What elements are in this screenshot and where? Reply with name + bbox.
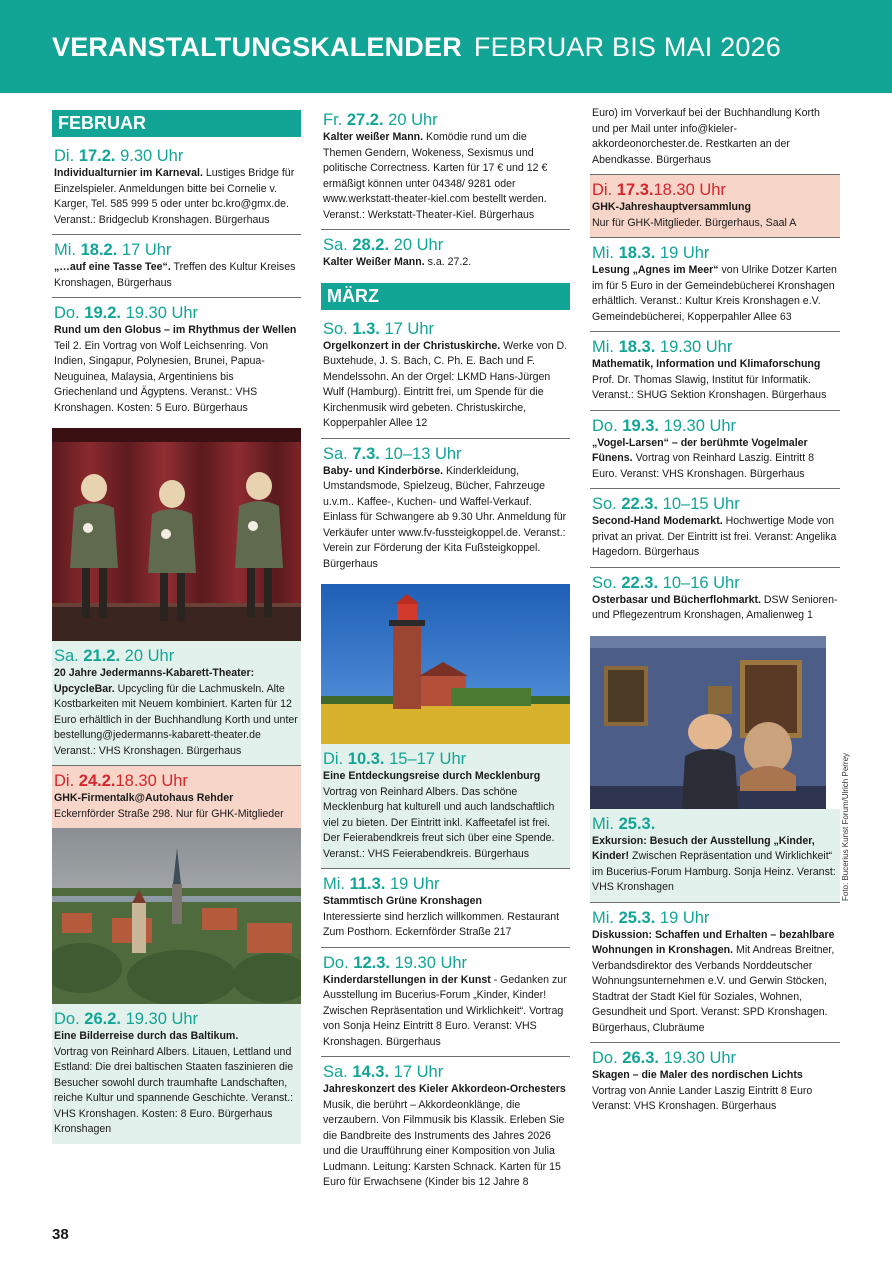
lighthouse-image: [321, 584, 570, 744]
event-19-2: [52, 298, 301, 422]
event-body: Vortrag von Reinhard Laszig. Eintritt 8 Euro. Veranst: VHS Kronshagen. Bürgerhaus: [592, 452, 814, 480]
event-body: Vortrag von Reinhard Albers. Litauen, Lettland und Estland: Die drei baltischen Staaten faszinieren die Besucher sowohl durch traumhafte Landschaften, reiche Kultur und spannende Geschichte. Veranst.: VHS Kronshagen. Kosten: 8 Euro. Bürgerhaus Kronshagen: [54, 1045, 294, 1135]
event-title: Eine Bilderreise durch das Baltikum.: [54, 1030, 239, 1042]
photo-tallinn-old-town: [52, 828, 301, 1004]
event-7-3: [321, 439, 570, 579]
event-title: Baby- und Kinderbörse.: [323, 464, 444, 477]
event-25-3-diskussion: [590, 903, 840, 1044]
event-17-2: [52, 141, 301, 235]
event-date: Sa. 28.2. 20 Uhr: [323, 236, 444, 254]
event-date: Mi. 11.3. 19 Uhr: [323, 875, 440, 893]
event-title: „Vogel-Larsen“ – der berühmte Vogelmaler Fünens.: [592, 436, 808, 464]
event-18-3-mathematik: [590, 332, 840, 411]
event-title: Lesung „Agnes im Meer“: [592, 264, 719, 276]
event-27-2: [321, 108, 570, 230]
event-18-2: [52, 235, 301, 298]
event-22-3-osterbasar: [590, 568, 840, 630]
event-body: Nur für GHK-Mitglieder. Bürgerhaus, Saal A: [592, 216, 797, 229]
event-body: DSW Senioren- und Pflegezentrum Kronshagen, Amalienweg 1: [592, 593, 838, 621]
event-title: Jahreskonzert des Kieler Akkordeon-Orchesters: [323, 1083, 566, 1095]
photo-lighthouse: [321, 584, 570, 744]
event-10-3: [321, 744, 570, 869]
event-date: Di. 17.3.18.30 Uhr: [592, 181, 726, 199]
event-title: GHK-Jahreshauptversammlung: [592, 201, 751, 213]
event-title: Kalter weißer Mann.: [323, 131, 424, 143]
event-date: Do. 26.2. 19.30 Uhr: [54, 1010, 199, 1028]
museum-image: [590, 636, 826, 809]
title-rest: FEBRUAR BIS MAI 2026: [473, 32, 782, 62]
event-date: Do. 19.2. 19.30 Uhr: [54, 304, 199, 322]
event-title: Eine Entdeckungsreise durch Mecklenburg: [323, 770, 541, 782]
event-date: Do. 26.3. 19.30 Uhr: [592, 1049, 737, 1067]
event-1-3: [321, 314, 570, 439]
event-date: Di. 10.3. 15–17 Uhr: [323, 750, 467, 768]
event-title: Skagen – die Maler des nordischen Lichts: [592, 1069, 803, 1081]
event-body: Hochwertige Mode von privat an privat. Der Eintritt ist frei. Veranst: Angelika Hagedorn. Bürgerhaus: [592, 515, 837, 558]
event-title: Orgelkonzert in der Christuskirche.: [323, 339, 501, 352]
event-26-2: [52, 1004, 301, 1144]
month-header-march: MÄRZ: [321, 283, 570, 310]
event-body: Treffen des Kultur Kreises Kronshagen, Bürgerhaus: [54, 261, 296, 289]
event-body: Eckernförder Straße 298. Nur für GHK-Mitglieder: [54, 807, 284, 820]
event-title: Diskussion: Schaffen und Erhalten – bezahlbare Wohnungen in Kronshagen.: [592, 928, 835, 956]
event-body: s.a. 27.2.: [424, 256, 472, 268]
event-25-3-exkursion: [590, 809, 840, 903]
event-21-2: [52, 641, 301, 766]
event-date: Mi. 25.3. 19 Uhr: [592, 908, 710, 927]
event-title: Rund um den Globus – im Rhythmus der Wellen: [54, 324, 297, 336]
event-body: von Ulrike Dotzer Karten im für 5 Euro in der Gemeindebücherei Kronshagen erhältlich. Veranst.: Kultur Kreis Kronshagen e.V. Gemeindebücherei, Kopperpahler Allee 63: [592, 264, 837, 323]
event-date: Mi. 18.3. 19 Uhr: [592, 244, 710, 262]
event-body: Lustiges Bridge für Einzelspieler. Anmeldungen bitte bei Cornelie v. Karger, Tel. 585 999 5 oder unter bc.kro@gmx.de. Veranst.: Bridgeclub Kronshagen. Bürgerhaus: [54, 167, 295, 226]
title-bold: VERANSTALTUNGSKALENDER: [52, 32, 462, 62]
event-title: Kalter Weißer Mann.: [323, 256, 425, 268]
month-header-february: FEBRUAR: [52, 110, 301, 137]
event-date: Di. 24.2.18.30 Uhr: [54, 772, 188, 790]
event-body: Prof. Dr. Thomas Slawig, Institut für Informatik. Veranst.: SHUG Sektion Kronshagen. Bürgerhaus: [592, 373, 827, 401]
event-title: „…auf eine Tasse Tee“.: [54, 261, 171, 273]
event-body: Mit Andreas Breitner, Verbandsdirektor des Verbands Norddeutscher Wohnungsunternehmen e.V. und Gerwin Stöcken, Stadtrat der Stadt Kiel für Soziales, Wohnen, Gesundheit und Sport. Veranst: SPD Kronshagen. Bürgerhaus, Clubräume: [592, 944, 835, 1034]
photo-credit: Foto: Bucerius Kunst Forum/Ulrich Perrey: [841, 752, 850, 901]
column-2: [321, 108, 570, 1197]
event-title: Mathematik, Information und Klimaforschung: [592, 358, 821, 370]
event-title: 20 Jahre Jedermanns-Kabarett-Theater: UpcycleBar.: [54, 667, 255, 695]
event-24-2: [52, 766, 301, 828]
event-date: Sa. 7.3. 10–13 Uhr: [323, 444, 462, 463]
event-date: So. 22.3. 10–16 Uhr: [592, 573, 740, 592]
event-26-3: [590, 1043, 840, 1121]
event-28-2: [321, 230, 570, 277]
event-title: Stammtisch Grüne Kronshagen: [323, 895, 482, 907]
event-17-3: [590, 175, 840, 238]
event-title: Individualturnier im Karneval.: [54, 167, 203, 179]
event-body: Kinderkleidung, Umstandsmode, Spielzeug, Bücher, Fahrzeuge u.v.m.. Kaffee-, Kuchen- und Waffel-Verkauf. Einlass für Schwangere ab 9.30 Uhr. Anmeldung für Verkäufer unter www.fv-fussteigkoppel.de. Veranst.: Verein zur Förderung der Kita Fußsteigkoppel. Bürgerhaus: [323, 464, 567, 570]
event-body: Euro) im Vorverkauf bei der Buchhandlung Korth und per Mail unter info@kieler-akkordeonorchester.de. Restkarten an der Abendkasse. Bürgerhaus: [592, 107, 820, 166]
event-22-3-modemarkt: [590, 489, 840, 568]
event-body: Komödie rund um die Themen Gendern, Wokeness, Sexismus und politische Correctness. Karten für 17 € und 12 € ermäßigt können unter 04348/ 9281 oder www.werkstatt-theater-kiel.com bestellt werden. Veranst.: Werkstatt-Theater-Kiel. Bürgerhaus: [323, 131, 548, 221]
column-3: [590, 106, 850, 1121]
event-body: Teil 2. Ein Vortrag von Wolf Leichsenring. Von Indien, Singapur, Polynesien, Brunei, Papua- Neuguinea, Malaysia, Argentiniens bis Griechenland und Ägyptens. Veranst.: VHS Kronshagen. Kosten: 5 Euro. Bürgerhaus: [54, 339, 269, 414]
event-title: Second-Hand Modemarkt.: [592, 515, 723, 527]
event-title: Exkursion: Besuch der Ausstellung „Kinder, Kinder!: [592, 834, 815, 862]
photo-cabaret-performers: [52, 428, 301, 641]
cabaret-stage-image: [52, 428, 301, 641]
header-banner: [0, 0, 892, 93]
event-date: Di. 17.2. 9.30 Uhr: [54, 147, 184, 165]
baltic-city-image: [52, 828, 301, 1004]
event-title: Osterbasar und Bücherflohmarkt.: [592, 593, 761, 606]
page-title: [52, 32, 781, 63]
event-title: Kinderdarstellungen in der Kunst: [323, 973, 491, 986]
event-date: Fr. 27.2. 20 Uhr: [323, 111, 438, 129]
event-body: Vortrag von Reinhard Albers. Das schöne Mecklenburg hat kulturell und auch landschaftlich viel zu bieten. Der Eintritt inkl. Kaffeetafel ist frei. Der Feierabendkreis freut sich über eine Spende. Veranst.: VHS Feierabendkreis. Bürgerhaus: [323, 785, 555, 860]
event-date: Do. 12.3. 19.30 Uhr: [323, 953, 468, 972]
event-18-3-lesung: [590, 238, 840, 332]
photo-museum-exhibition: [590, 636, 826, 809]
event-date: So. 22.3. 10–15 Uhr: [592, 495, 740, 513]
event-19-3: [590, 411, 840, 490]
event-body: Zwischen Repräsentation und Wirklichkeit“ im Bucerius-Forum Hamburg. Sonja Heinz. Veranst: VHS Kronshagen: [592, 850, 836, 893]
event-date: So. 1.3. 17 Uhr: [323, 319, 435, 338]
event-date: Mi. 25.3.: [592, 814, 656, 833]
event-14-3-continued: [590, 106, 840, 175]
event-date: Mi. 18.3. 19.30 Uhr: [592, 338, 733, 356]
event-body: Musik, die berührt – Akkordeonklänge, die verzaubern. Von Filmmusik bis Klassik. Erleben Sie die Bandbreite des Instruments des Jahres 2026 und die Uraufführung einer Komposition von Julia Ludmann. Leitung: Karsten Schnack. Karten für 15 Euro für Erwachsene (Kinder bis 12 Jahre 8: [323, 1098, 565, 1188]
event-date: Sa. 21.2. 20 Uhr: [54, 647, 175, 665]
event-body: Interessierte sind herzlich willkommen. Restaurant Zum Posthorn. Eckernförder Straße 217: [323, 910, 560, 938]
event-11-3: [321, 869, 570, 948]
event-body: - Gedanken zur Ausstellung im Bucerius-Forum „Kinder, Kinder! Zwischen Repräsentation und Wirklichkeit“. Vortrag von Sonja Heinz Eintritt 8 Euro. Veranst: VHS Kronshagen. Bürgerhaus: [323, 973, 567, 1048]
event-date: Do. 19.3. 19.30 Uhr: [592, 416, 737, 435]
event-title: GHK-Firmentalk@Autohaus Rehder: [54, 792, 234, 804]
page-number: 38: [52, 1226, 69, 1243]
column-1: [52, 110, 301, 1144]
event-12-3: [321, 948, 570, 1058]
event-body: Upcycling für die Lachmuskeln. Alte Kostbarkeiten mit Neuem kombiniert. Karten für 12 Euro erhältlich in der Buchhandlung Korth und unter bestellung@jedermanns-kabarett-theater.de Veranst.: VHS Kronshagen. Bürgerhaus: [54, 682, 298, 757]
event-body: Vortrag von Annie Lander Laszig Eintritt 8 Euro Veranst: VHS Kronshagen. Bürgerhaus: [592, 1084, 813, 1112]
event-date: Sa. 14.3. 17 Uhr: [323, 1063, 444, 1081]
event-date: Mi. 18.2. 17 Uhr: [54, 241, 172, 259]
event-14-3: [321, 1057, 570, 1197]
event-body: Werke von D. Buxtehude, J. S. Bach, C. Ph. E. Bach und F. Mendelssohn. An der Orgel: LKMD Hans-Jürgen Wulf (Hamburg). Eintritt frei, um Spende für die Kirchenmusik wird gebeten. Christuskirche, Kopperpahler Allee 12: [323, 339, 568, 429]
